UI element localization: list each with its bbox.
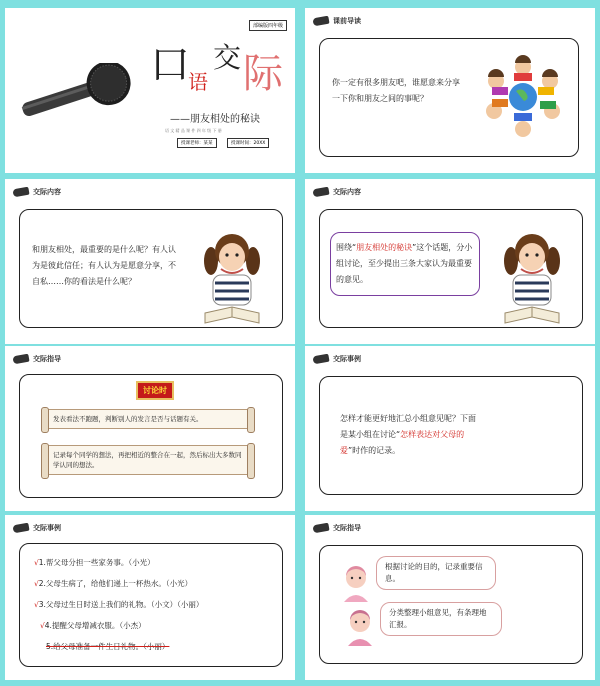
microphone-image [15,63,140,123]
content-card [19,543,283,667]
slide-header [313,354,361,364]
text-post: ”时作的记录。 [348,446,401,455]
title-char-yu: 语 [188,70,208,94]
check-mark: √ [34,579,39,588]
slide-content-1[interactable] [5,179,295,344]
title-char-jiao: 交 [213,41,242,74]
header-label: 交际指导 [33,355,61,363]
item-text: 5.给父母准备一件生日礼物。（小丽） [46,642,170,651]
item-text: 2.父母生病了，给他们递上一杯热水。（小光） [38,579,193,588]
slide-title[interactable] [5,8,295,173]
microphone-icon [312,354,329,365]
text-highlight: 怎样表达对父母的爱 [340,430,465,455]
slide-guidance-1[interactable] [5,346,295,511]
microphone-icon [12,354,29,365]
tip-bubble-2: 分类整理小组意见，有条理地汇报。 [380,602,502,636]
guidance-item-2: 记录每个同学的想法，再把相近的整合在一起，然后标出大多数同学认同的想法。 [46,445,250,475]
header-label: 交际事例 [333,355,361,363]
content-card [319,545,583,664]
check-mark: √ [40,621,45,630]
text-pre: 围绕“ [336,243,357,252]
slide-preview[interactable] [305,8,595,173]
header-label: 交际内容 [33,188,61,196]
header-label: 交际指导 [333,524,361,532]
content-text: 和朋友相处，最重要的是什么呢？有人认为是彼此信任；有人认为是愿意分享，不自私……你的看法是什么呢？ [32,245,176,286]
list-item-struck [34,636,274,657]
grade-tag: 部编版四年级 [249,20,287,31]
header-label: 交际内容 [333,188,361,196]
header-label: 课前导读 [333,17,361,25]
content-card [319,376,583,495]
guidance-item-1: 发表看法不跑题，判断别人的发言是否与话题有关。 [46,409,250,429]
content-text: 你一定有很多朋友吧，谁愿意来分享一下你和朋友之间的事呢？ [332,78,460,103]
slide-header [313,16,361,26]
list-item [34,615,274,636]
slide-header [313,187,361,197]
tip-bubble-1: 根据讨论的目的，记录重要信息。 [376,556,496,590]
content-card [319,38,579,157]
check-mark: √ [34,558,39,567]
slide-guidance-2[interactable] [305,515,595,680]
slide-example-1[interactable] [305,346,595,511]
microphone-icon [312,187,329,198]
children-globe-image [478,53,568,141]
slide-content-2[interactable] [305,179,595,344]
microphone-icon [12,187,29,198]
text-post: ”这个话题，分小组讨论，至少提出三条大家认为最重要的意见。 [336,243,473,284]
content-text [340,411,480,459]
slide-header [13,523,61,533]
microphone-icon [312,523,329,534]
microphone-icon [12,523,29,534]
slide-header [313,523,361,533]
teacher-box: 授课老师：某某 [177,138,217,148]
subtitle: ——朋友相处的秘诀 [170,114,260,125]
list-item [34,573,274,594]
girl-reading-image [497,227,567,327]
check-mark: √ [34,600,39,609]
cartoon-girl-1-icon [338,564,374,604]
cartoon-girl-2-icon [342,608,378,648]
title-char-ji: 际 [243,51,283,97]
item-text: 3.父母过生日时送上我们的礼物。（小文）（小丽） [38,600,204,609]
text-highlight: 朋友相处的秘诀 [356,243,413,252]
content-text [336,240,476,288]
content-card [19,374,283,498]
item-text: 4.提醒父母增减衣服。（小杰） [44,621,146,630]
item-text: 1.帮父母分担一些家务事。（小光） [38,558,155,567]
title-char-kou: 口 [150,42,190,88]
slide-header [13,354,61,364]
list-item [34,552,274,573]
list-item [34,594,274,615]
slide-header [13,187,61,197]
text-pre: 怎样才能更好地汇总小组意见呢？下面是某小组在讨论“ [340,414,476,439]
slide-example-2[interactable] [5,515,295,680]
discussion-badge: 讨论时 [136,381,174,400]
microphone-icon [312,16,329,27]
girl-reading-image [197,227,267,327]
tiny-line: 语 文 精 品 课 件 四 年 级 下 册 [165,128,222,133]
header-label: 交际事例 [33,524,61,532]
record-list [34,552,274,657]
time-box: 授课时间：20XX [227,138,269,148]
